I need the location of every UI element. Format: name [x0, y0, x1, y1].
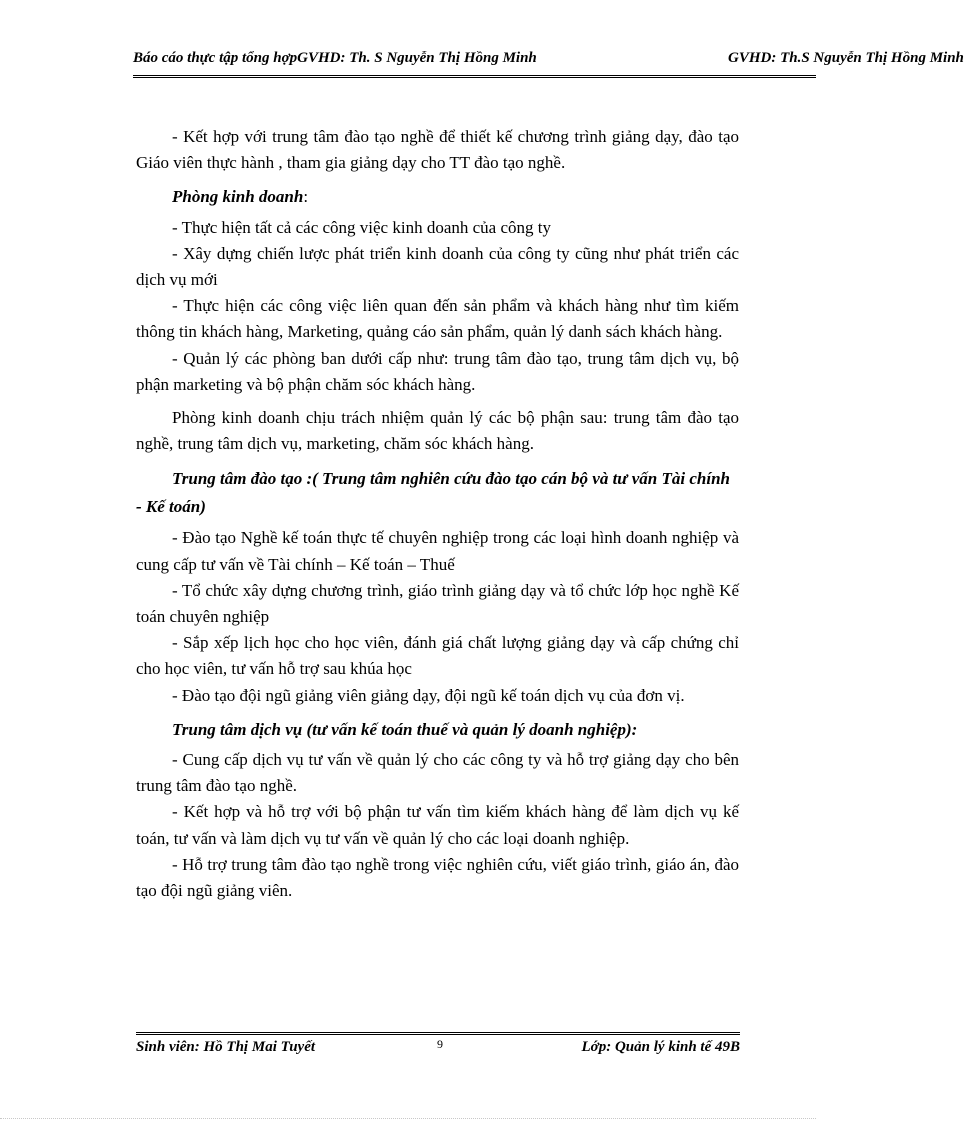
section-heading-sales: [136, 184, 739, 210]
header-right-text: GVHD: Th.S Nguyễn Thị Hồng Minh: [728, 50, 964, 66]
header-rule: [133, 75, 816, 78]
header-left-text: Báo cáo thực tập tổng hợpGVHD: Th. S Nguyễn Thị Hồng Minh: [133, 50, 537, 66]
paragraph: - Hỗ trợ trung tâm đào tạo nghề trong việc nghiên cứu, viết giáo trình, giáo án, đào tạo đội ngũ giảng viên.: [136, 854, 739, 901]
page-boundary-line: [0, 1118, 816, 1119]
page-header: [133, 46, 964, 76]
section-heading-service-center: Trung tâm dịch vụ (tư vấn kế toán thuế và quản lý doanh nghiệp):: [172, 719, 638, 739]
paragraph: - Thực hiện các công việc liên quan đến sản phẩm và khách hàng như tìm kiếm thông tin khách hàng, Marketing, quảng cáo sản phẩm, quản lý danh sách khách hàng.: [136, 296, 739, 342]
paragraph: - Đào tạo đội ngũ giảng viên giảng dạy, đội ngũ kế toán dịch vụ của đơn vị.: [172, 685, 685, 705]
paragraph: - Xây dựng chiến lược phát triển kinh doanh của công ty cũng như phát triển các dịch vụ mới: [136, 243, 739, 290]
paragraph: Phòng kinh doanh chịu trách nhiệm quản lý các bộ phận sau: trung tâm đào tạo nghề, trung tâm dịch vụ, marketing, chăm sóc khách hàng.: [136, 408, 739, 454]
paragraph: - Kết hợp với trung tâm đào tạo nghề để thiết kế chương trình giảng dạy, đào tạo Giáo viên thực hành , tham gia giảng dạy cho TT đào tạo nghề.: [136, 127, 739, 173]
paragraph: - Đào tạo Nghề kế toán thực tế chuyên nghiệp trong các loại hình doanh nghiệp và cung cấp tư vấn về Tài chính – Kế toán – Thuế: [136, 528, 739, 574]
footer-rule: [136, 1032, 740, 1035]
paragraph: - Thực hiện tất cả các công việc kinh doanh của công ty: [172, 217, 551, 237]
paragraph: - Sắp xếp lịch học cho học viên, đánh giá chất lượng giảng dạy và cấp chứng chỉ cho học viên, tư vấn hỗ trợ sau khúa học: [136, 633, 739, 679]
paragraph: - Kết hợp và hỗ trợ với bộ phận tư vấn tìm kiếm khách hàng để làm dịch vụ kế toán, tư vấn và làm dịch vụ tư vấn về quản lý cho các loại doanh nghiệp.: [136, 802, 739, 848]
section-heading-training-center: Trung tâm đào tạo :( Trung tâm nghiên cứu đào tạo cán bộ và tư vấn Tài chính - Kế toán): [136, 469, 730, 517]
paragraph: - Tổ chức xây dựng chương trình, giáo trình giảng dạy và tổ chức lớp học nghề Kế toán chuyên nghiệp: [136, 580, 739, 627]
footer-class: Lớp: Quản lý kinh tế 49B: [581, 1039, 740, 1055]
heading-colon: :: [303, 187, 309, 207]
page-number: 9: [437, 1037, 443, 1051]
document-body: [136, 124, 739, 904]
heading-text: Phòng kinh doanh: [172, 187, 304, 207]
page-footer: [136, 1037, 740, 1063]
paragraph: - Cung cấp dịch vụ tư vấn về quản lý cho các công ty và hỗ trợ giảng dạy cho bên trung tâm đào tạo nghề.: [136, 750, 739, 796]
footer-student: Sinh viên: Hồ Thị Mai Tuyết: [136, 1039, 316, 1055]
paragraph: - Quản lý các phòng ban dưới cấp như: trung tâm đào tạo, trung tâm dịch vụ, bộ phận marketing và bộ phận chăm sóc khách hàng.: [136, 348, 739, 394]
